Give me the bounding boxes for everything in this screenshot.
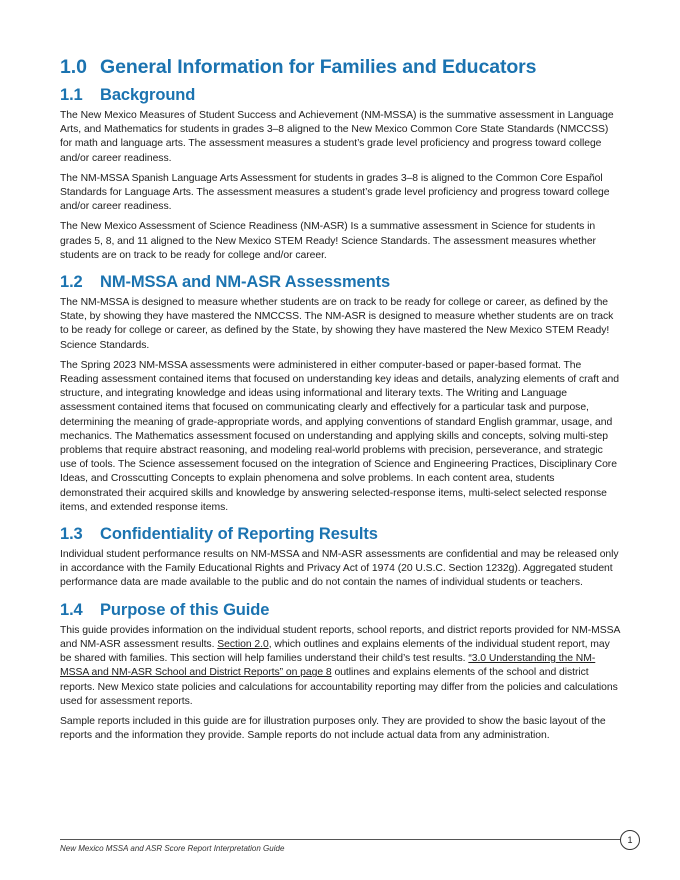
paragraph-text: This guide provides information on the individual student reports, school reports, and district reports provided for NM-MSSA and NM-ASR assessment results. [60,624,620,650]
footer-divider [60,839,622,840]
paragraph: The NM-MSSA Spanish Language Arts Assessment for students in grades 3–8 is aligned to the Common Core Español Standards for Language Arts. The assessment measures a student’s grade level proficiency and progress toward college and/or career readiness. [60,172,610,213]
section-1-1-heading [60,86,620,105]
section-title: NM-MSSA and NM-ASR Assessments [100,273,391,292]
paragraph: The New Mexico Assessment of Science Readiness (NM-ASR) Is a summative assessment in Science for students in grades 5, 8, and 11 aligned to the New Mexico STEM Ready! Science Standards. The assessment measures whether students are on track to be ready for college and/or career. [60,221,596,261]
section-number: 1.1 [60,86,83,104]
paragraph: Sample reports included in this guide are for illustration purposes only. They are provided to show the basic layout of the reports and the information they provide. Sample reports do not include actual data from any administration. [60,715,606,742]
paragraph-text: outlines and explains elements of the school and district reports. New Mexico state policies and calculations for accountability reporting may differ from the policies and calculations used for assessment reports. [60,667,618,707]
section-1-2-heading [60,273,620,292]
section-1-0-heading [60,56,620,79]
page-content [60,56,620,749]
section-title: General Information for Families and Educators [100,56,537,78]
section-title: Background [100,86,196,104]
paragraph: The NM-MSSA is designed to measure whether students are on track to be ready for college or career, as defined by the State, by showing they have mastered the NMCCSS. The NM-ASR is designed to measure whether students are on track to be ready for college or career, as defined by the State, by showing they have mastered the New Mexico STEM Ready! Science Standards. [60,297,614,351]
section-number: 1.3 [60,525,83,544]
section-number: 1.2 [60,273,83,292]
paragraph: The New Mexico Measures of Student Success and Achievement (NM-MSSA) is the summative assessment in Language Arts, and Mathematics for students in grades 3–8 aligned to the New Mexico Common Core State Standards (NMCCSS) for math and language arts. The assessment measures a student’s grade level proficiency and progress toward college and/or career readiness. [60,110,614,164]
section-3-link[interactable]: “3.0 Understanding the NM-MSSA and NM-ASR School and District Reports” on page 8 [60,653,596,679]
section-number: 1.4 [60,600,83,619]
section-number: 1.0 [60,56,87,78]
paragraph-text: , which outlines and explains elements of the individual student report, may be shared with families. This section will help families understand their child’s test results. [60,638,610,665]
section-2-link[interactable]: Section 2.0 [217,638,269,650]
section-title: Confidentiality of Reporting Results [100,525,378,544]
page-number: 1 [620,830,640,850]
section-1-3-heading [60,525,620,544]
section-title: Purpose of this Guide [100,600,270,619]
paragraph: Individual student performance results on NM-MSSA and NM-ASR assessments are confidential and may be released only in accordance with the Family Educational Rights and Privacy Act of 1974 (20 U.S.C. Section 1232g). Aggregated student performance data are made available to the public and do not contain the names of individual students or teachers. [60,549,619,589]
section-1-4-heading [60,601,620,620]
paragraph: The Spring 2023 NM-MSSA assessments were administered in either computer-based or paper-based format. The Reading assessment contained items that focused on understanding key ideas and details, analyzing elements of craft and structure, and integrating knowledge and ideas using informational and literary texts. The Writing and Language assessment contained items that focused on communicating clearly and effectively for a particular task and purpose, determining the meaning of grade-appropriate words, and applying conventions of standard English grammar, usage, and mechanics. The Mathematics assessment focused on understanding and applying skills and concepts, solving multi-step problems that require abstract reasoning, and modeling real-world problems with precision, perseverance, and strategic use of tools. The Science assessement focused on the integration of Science and Engineering Practices, Disciplinary Core Ideas, and Crosscutting Concepts to explain phenomena and solve problems. In each content area, students demonstrated their acquired skills and knowledge by answering selected-response items, multi-select selected response items, and extended response items. [60,359,619,513]
paragraph [60,624,620,709]
footer-title: New Mexico MSSA and ASR Score Report Interpretation Guide [60,844,285,853]
